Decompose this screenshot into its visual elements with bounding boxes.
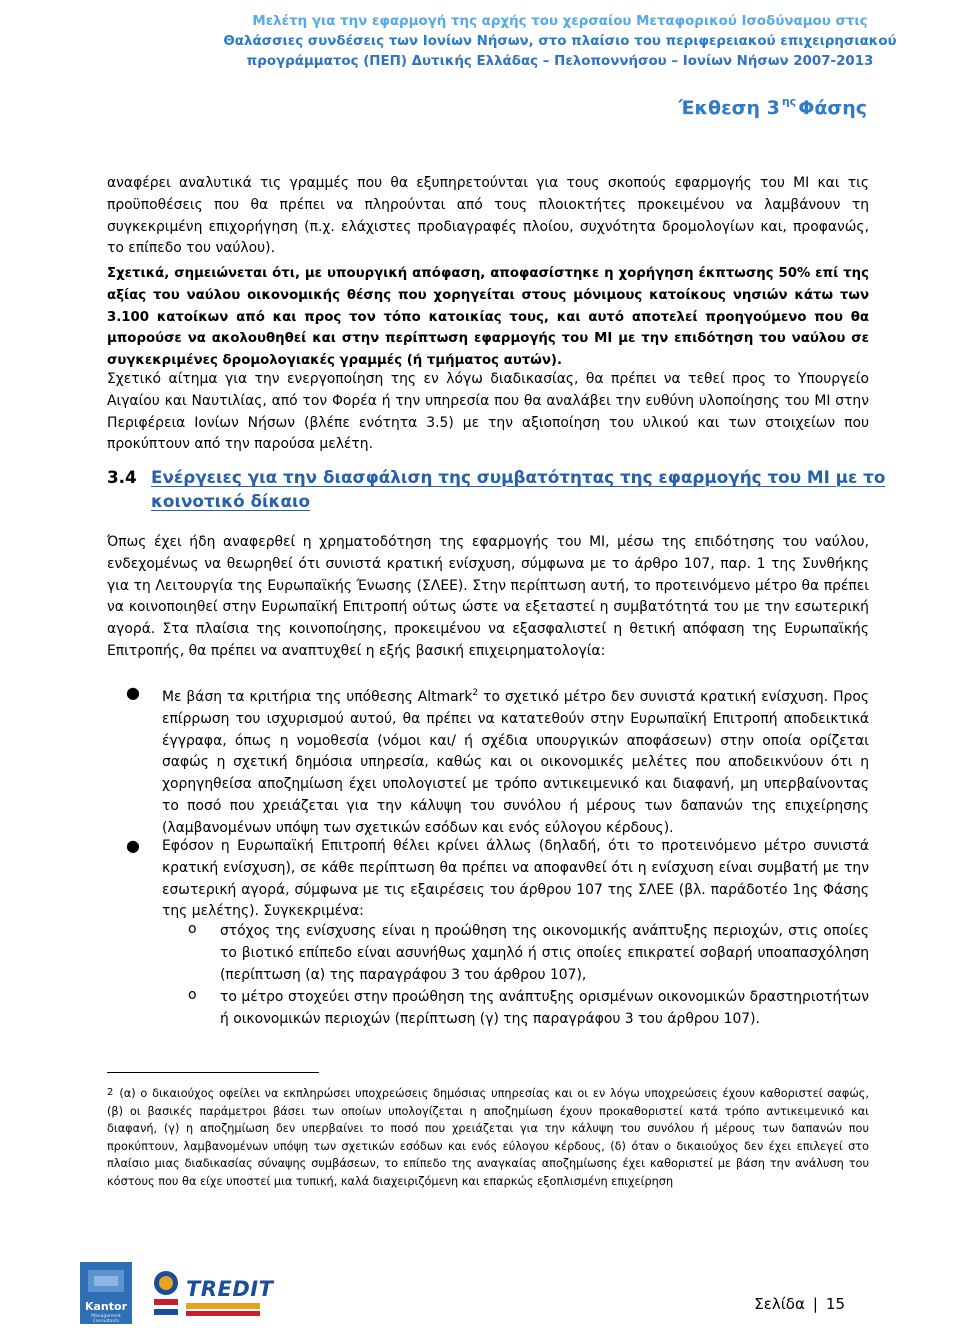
header-title-line-1: Μελέτη για την εφαρμογή της αρχής του χερσαίου Μεταφορικού Ισοδύναμου στις (252, 14, 868, 29)
footnote-number: 2 (107, 1087, 114, 1098)
section-title-line-2: κοινοτικό δίκαιο (151, 491, 311, 511)
kantor-logo (80, 1262, 132, 1324)
bullet-item-1 (162, 683, 869, 840)
sub-bullet-icon: o (188, 987, 197, 1003)
footnote-ref[interactable]: 2 (472, 688, 479, 698)
bullet-icon: ● (126, 683, 140, 702)
footnote-divider (107, 1072, 319, 1073)
section-title-line-1: Ενέργειες για την διασφάλιση της συμβατότητας της εφαρμογής του ΜΙ με το (151, 467, 886, 487)
paragraph-3: Σχετικό αίτημα για την ενεργοποίηση της εν λόγω διαδικασίας, θα πρέπει να τεθεί προς το Υπουργείο Αιγαίου και Ναυτιλίας, από τον Φορέα ή την υπηρεσία που θα αναλάβει την ευθύνη υλοποίησης του ΜΙ στην Περιφέρεια Ιονίων Νήσων (βλέπε ενότητα 3.5) με την αξιοποίηση του υλικού και των στοιχείων που προκύπτουν από την παρούσα μελέτη. (107, 371, 869, 453)
report-header (180, 12, 940, 72)
phase-prefix: Έκθεση 3 (678, 97, 780, 119)
page-label: Σελίδα (754, 1295, 805, 1313)
footnote-text: (α) ο δικαιούχος οφείλει να εκπληρώσει υποχρεώσεις δημόσιας υπηρεσίας και οι εν λόγω υποχρεώσεις έχουν καθοριστεί σαφώς, (β) οι βασικές παράμετροι βάσει των οποίων υπολογίζεται η αποζημίωση έχουν προκαθοριστεί κατά τρόπο αντικειμενικό και διαφανή, (γ) η αποζημίωση δεν υπερβαίνει το ποσό που χρειάζεται για την κάλυψη του συνόλου ή μέρους των δαπανών που προκύπτουν, λαμβανομένων υπόψη των σχετικών εσόδων και ενός εύλογου κέρδους, (δ) όταν ο δικαιούχος δεν έχει επιλεγεί στο πλαίσιο μιας διαδικασίας σύναψης συμβάσεων, το επίπεδο της αναγκαίας αποζημίωσης έχει καθοριστεί με βάση την ανάλυση του κόστους που θα είχε υποστεί μια τυπική, καλά διαχειριζόμενη και επαρκώς εξοπλισμένη επιχείρηση (107, 1087, 869, 1188)
paragraph-4-block (107, 532, 869, 663)
bullet-1-post: το σχετικό μέτρο δεν συνιστά κρατική ενίσχυση. Προς επίρρωση του ισχυρισμού αυτού, θα πρέπει να κατατεθούν στην Ευρωπαϊκή Επιτροπή αποδεικτικά έγγραφα, όπως η νομοθεσία (νόμοι και/ ή σχέδια υπουργικών αποφάσεων) στην οποία ορίζεται σαφώς η σχετική δημόσια υπηρεσία, καθώς και οι οικονομικές μελέτες που αποδεικνύουν ότι η χορηγηθείσα αποζημίωση έχει υπολογιστεί με τρόπο αντικειμενικό και διαφανή, μη υπερβαίνοντας το ποσό που χρειάζεται για την κάλυψη του συνόλου ή μέρους των δαπανών της επιχείρησης (λαμβανομένων υπόψη των σχετικών εσόδων και ενός εύλογου κέρδους). (162, 689, 869, 836)
page-separator: | (812, 1295, 818, 1313)
page-number (754, 1295, 845, 1313)
phase-label (678, 95, 867, 119)
page-number-value: 15 (825, 1295, 845, 1313)
phase-suffix: Φάσης (798, 97, 867, 119)
paragraph-2-bold: Σχετικά, σημειώνεται ότι, με υπουργική απόφαση, αποφασίστηκε η χορήγηση έκπτωσης 50% επί της αξίας του ναύλου οικονομικής θέσης που χορηγείται στους μόνιμους κατοίκους νησιών κάτω των 3.100 κατοίκων από και προς τον τόπο κατοικίας τους, και αυτό αποτελεί προηγούμενο που θα μπορούσε να ακολουθηθεί και στην περίπτωση εφαρμογής του ΜΙ με την επιδότηση του ναύλου σε συγκεκριμένες δρομολογιακές γραμμές (ή τμήματος αυτών). (107, 266, 869, 369)
section-number: 3.4 (107, 467, 137, 487)
paragraph-3-block (107, 369, 869, 456)
bullet-1-pre: Με βάση τα κριτήρια της υπόθεσης Altmark (162, 689, 473, 705)
section-heading (107, 465, 887, 513)
tredit-emblem-icon (150, 1269, 182, 1321)
kantor-logo-name: Kantor (84, 1300, 128, 1313)
header-title-line-2: Θαλάσσιες συνδέσεις των Ιονίων Νήσων, στο πλαίσιο του περιφερειακού επιχειρησιακού (223, 34, 897, 49)
tredit-logo (150, 1269, 274, 1323)
kantor-logo-subtitle: Management Consultants (91, 1314, 121, 1324)
paragraph-4: Όπως έχει ήδη αναφερθεί η χρηματοδότηση της εφαρμογής του ΜΙ, μέσω της επιδότησης του ναύλου, ενδεχομένως να θεωρηθεί ότι συνιστά κρατική ενίσχυση, σύμφωνα με το άρθρο 107, παρ. 1 της Συνθήκης για τη Λειτουργία της Ευρωπαϊκής Ένωσης (ΣΛΕΕ). Στην περίπτωση αυτή, το προτεινόμενο μέτρο θα πρέπει να κοινοποιηθεί στην Ευρωπαϊκή Επιτροπή ούτως ώστε να εξεταστεί η συμβατότητά του με την εσωτερική αγορά. Στα πλαίσια της κοινοποίησης, προκειμένου να εξασφαλιστεί η θετική απόφαση της Ευρωπαϊκής Επιτροπής, θα πρέπει να αναπτυχθεί η εξής βασική επιχειρηματολογία: (107, 534, 869, 659)
paragraph-2-block (107, 263, 869, 372)
sub-bullet-icon: o (188, 921, 197, 937)
tredit-logo-name: TREDIT (186, 1277, 274, 1301)
paragraph-1: αναφέρει αναλυτικά τις γραμμές που θα εξυπηρετούνται για τους σκοπούς εφαρμογής του ΜΙ και τις προϋποθέσεις που θα πρέπει να πληρούνται από τους πλοιοκτήτες προκειμένου να λαμβάνουν τη συγκεκριμένη επιχορήγηση (π.χ. ελάχιστες προδιαγραφές πλοίου, συχνότητα δρομολογίων και, προφανώς, το επίπεδο του ναύλου). (107, 175, 869, 257)
sub-bullet-item-2: το μέτρο στοχεύει στην προώθηση της ανάπτυξης ορισμένων οικονομικών δραστηριοτήτων ή οικονομικών περιοχών (περίπτωση (γ) της παραγράφου 3 του άρθρου 107). (220, 989, 869, 1027)
bullet-item-2: Εφόσον η Ευρωπαϊκή Επιτροπή θέλει κρίνει άλλως (δηλαδή, ότι το προτεινόμενο μέτρο συνιστά κρατική ενίσχυση), σε κάθε περίπτωση θα πρέπει να αποφανθεί ότι η ενίσχυση είναι συμβατή με την εσωτερική αγορά, σύμφωνα με τις εξαιρέσεις του άρθρου 107 της ΣΛΕΕ (βλ. παράδοτέο 1ης Φάσης της μελέτης). Συγκεκριμένα: (162, 838, 869, 920)
phase-superscript: ης (781, 95, 797, 108)
sub-bullet-item-1: στόχος της ενίσχυσης είναι η προώθηση της οικονομικής ανάπτυξης περιοχών, στις οποίες το βιοτικό επίπεδο είναι ασυνήθως χαμηλό ή στις οποίες επικρατεί σοβαρή υποαπασχόληση (περίπτωση (α) της παραγράφου 3 του άρθρου 107), (220, 923, 869, 983)
paragraph-1-block (107, 173, 869, 260)
footnote (107, 1084, 869, 1190)
header-title-line-3: προγράμματος (ΠΕΠ) Δυτικής Ελλάδας – Πελοποννήσου – Ιονίων Νήσων 2007-2013 (246, 54, 874, 69)
bullet-icon: ● (126, 836, 140, 855)
